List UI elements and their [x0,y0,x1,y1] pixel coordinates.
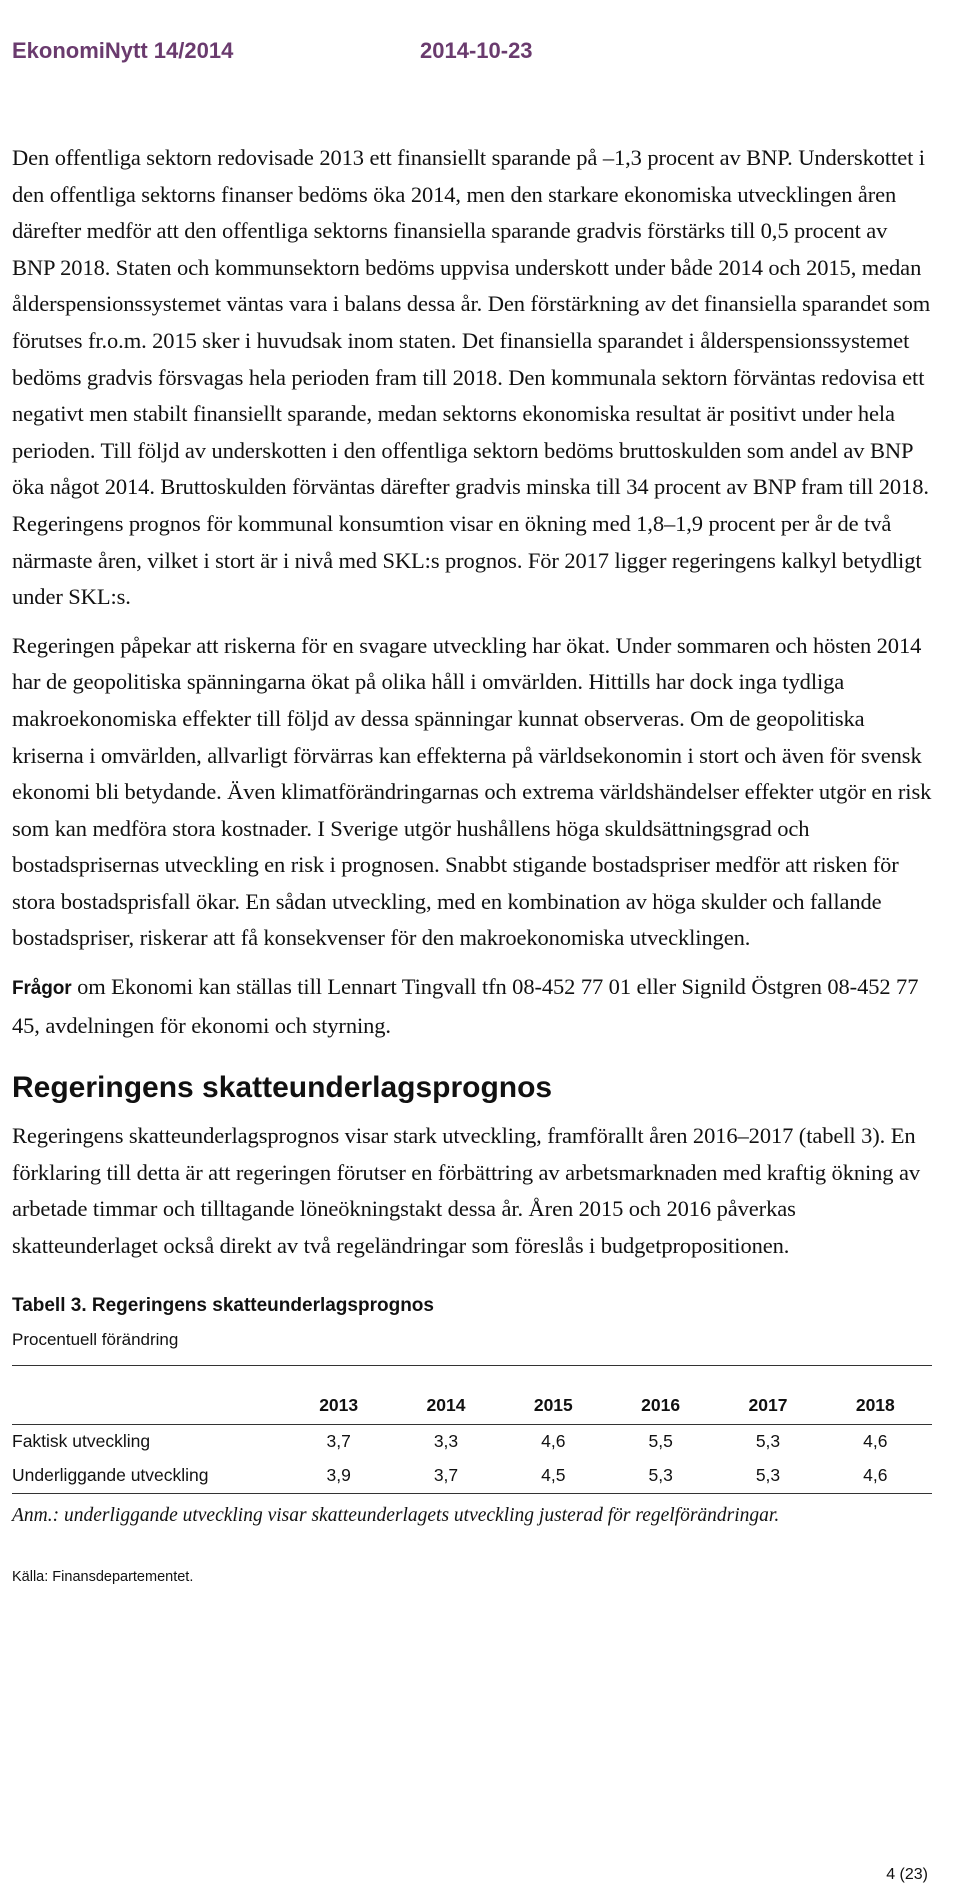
table-cell: 5,5 [648,1431,673,1452]
table-title: Tabell 3. Regeringens skatteunderlagsprognos [12,1294,434,1316]
row-label: Faktisk utveckling [12,1431,151,1452]
paragraph-risks: Regeringen påpekar att riskerna för en svagare utveckling har ökat. Under sommaren och hösten 2014 har de geopolitiska spänningarna ökat på olika håll i omvärlden. Hittills har dock inga tydliga makroekonomiska effekter till följd av dessa spänningar kunnat observeras. Om de geopolitiska kriserna i omvärlden, allvarligt förvärras kan effekterna på världsekonomin i stort och även för svensk ekonomi bli betydande. Även klimatförändringarnas och extrema världshändelser effekter utgör en risk som kan medföra stora kostnader. I Sverige utgör hushållens höga skuldsättningsgrad och bostadsprisernas utveckling en risk i prognosen. Snabbt stigande bostadspriser medför att risken för stora bostadsprisfall ökar. En sådan utveckling, med en kombination av höga skulder och fallande bostadspriser, riskerar att få konsekvenser för den makroekonomiska utvecklingen. [12,632,932,951]
table-header-year: 2013 [288,1365,395,1424]
paragraph-public-finances: Den offentliga sektorn redovisade 2013 ett finansiellt sparande på –1,3 procent av BNP. Underskottet i den offentliga sektorns finanser bedöms öka 2014, men den starkare ekonomiska utvecklingen åren därefter medför att den offentliga sektorns finansiella sparande gradvis förstärks till 0,5 procent av BNP 2018. Staten och kommunsektorn bedöms uppvisa underskott under både 2014 och 2015, medan ålderspensionssystemet väntas vara i balans dessa år. Den förstärkning av det finansiella sparandet som förutses fr.o.m. 2015 sker i huvudsak inom staten. Det finansiella sparandet i ålderspensionssystemet bedöms gradvis försvagas hela perioden fram till 2018. Den kommunala sektorn förväntas redovisa ett negativt men stabilt finansiellt sparande, medan sektorns ekonomiska resultat är positivt under hela perioden. Till följd av underskotten i den offentliga sektorn bedöms bruttoskulden som andel av BNP öka något 2014. Bruttoskulden förväntas därefter gradvis minska till 34 procent av BNP fram till 2018. Regeringens prognos för kommunal konsumtion visar en ökning med 1,8–1,9 procent per år de två närmaste åren, vilket i stort är i nivå med SKL:s prognos. För 2017 ligger regeringens kalkyl betydligt under SKL:s. [12,145,931,610]
table-row [12,1424,932,1459]
table-cell: 5,3 [717,1459,824,1494]
table-header-year: 2018 [825,1365,932,1424]
table-header-row [12,1365,932,1424]
paragraph-questions [12,969,932,1044]
table-note: Anm.: underliggande utveckling visar skatteunderlagets utveckling justerad för regelförändringar. [12,1504,780,1526]
row-label: Underliggande utveckling [12,1459,288,1494]
table-header-year: 2016 [610,1365,717,1424]
questions-text: om Ekonomi kan ställas till Lennart Tingvall tfn 08-452 77 01 eller Signild Östgren 08-452 77 45, avdelningen för ekonomi och styrning. [12,974,919,1038]
table-cell: 3,9 [288,1459,395,1494]
tax-base-table [12,1365,932,1494]
document-body [12,140,932,1585]
table-subtitle: Procentuell förändring [12,1329,179,1349]
table-cell: 3,3 [433,1431,459,1452]
table-cell: 4,6 [863,1431,888,1452]
table-cell: 5,3 [610,1459,717,1494]
page-number: 4 (23) [886,1866,928,1883]
questions-lead: Frågor [12,978,72,1000]
table-header-year: 2017 [717,1365,824,1424]
table-source: Källa: Finansdepartementet. [12,1568,194,1585]
table-header-empty [12,1365,288,1424]
table-cell: 5,3 [755,1431,781,1452]
publication-date: 2014-10-23 [420,38,533,63]
table-header-year: 2014 [395,1365,502,1424]
table-cell: 3,7 [395,1459,502,1494]
table-cell: 4,6 [541,1431,566,1452]
table-row [12,1459,932,1494]
table-cell: 3,7 [326,1431,351,1452]
table-cell: 4,6 [825,1459,932,1494]
page-header [0,0,960,96]
section-heading: Regeringens skatteunderlagsprognos [12,1071,553,1105]
table-cell: 4,5 [503,1459,610,1494]
publication-title: EkonomiNytt 14/2014 [12,38,234,63]
paragraph-tax-base: Regeringens skatteunderlagsprognos visar stark utveckling, framförallt åren 2016–2017 (tabell 3). En förklaring till detta är att regeringen förutser en förbättring av arbetsmarknaden med kraftig ökning av arbetade timmar och tilltagande löneökningstakt dessa år. Åren 2015 och 2016 påverkas skatteunderlaget också direkt av två regeländringar som föreslås i budgetpropositionen. [12,1123,921,1259]
table-header-year: 2015 [503,1365,610,1424]
